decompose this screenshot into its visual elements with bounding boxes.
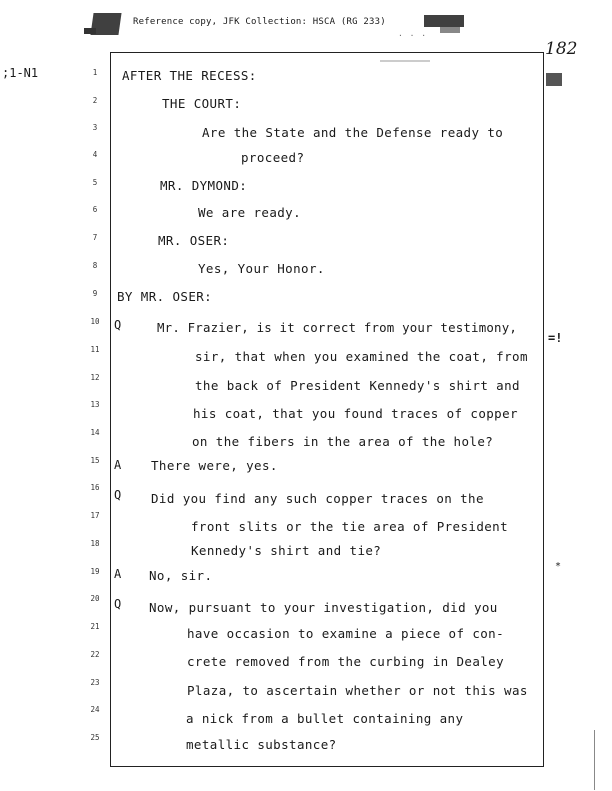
scan-blot — [424, 15, 464, 27]
transcript-line: We are ready. — [198, 205, 302, 220]
line-number: 22 — [90, 650, 100, 659]
line-number: 8 — [92, 261, 98, 270]
line-number: 10 — [90, 317, 100, 326]
transcript-line: There were, yes. — [151, 458, 278, 473]
line-number: 13 — [90, 400, 100, 409]
line-number: 16 — [90, 483, 100, 492]
reference-header: Reference copy, JFK Collection: HSCA (RG 233) — [133, 17, 386, 27]
transcript-line: Did you find any such copper traces on the — [151, 491, 484, 506]
qa-marker: Q — [114, 488, 122, 502]
transcript-line: MR. DYMOND: — [160, 178, 248, 193]
transcript-line: THE COURT: — [162, 96, 242, 111]
line-number: 25 — [90, 733, 100, 742]
scan-edge — [594, 730, 595, 790]
scan-noise — [380, 60, 430, 62]
qa-marker: Q — [114, 597, 122, 611]
scan-blot — [440, 27, 460, 33]
line-number: 24 — [90, 705, 100, 714]
qa-marker: A — [114, 458, 122, 472]
transcript-line: proceed? — [241, 150, 305, 165]
line-number: 11 — [90, 345, 100, 354]
transcript-line: Mr. Frazier, is it correct from your testimony, — [157, 320, 518, 335]
line-number: 9 — [92, 289, 98, 298]
margin-stamp — [546, 73, 562, 86]
qa-marker: A — [114, 567, 122, 581]
transcript-line: on the fibers in the area of the hole? — [192, 434, 494, 449]
transcript-line: BY MR. OSER: — [117, 289, 213, 304]
scan-blot — [84, 28, 96, 34]
transcript-line: Yes, Your Honor. — [198, 261, 325, 276]
transcript-line: Plaza, to ascertain whether or not this was — [187, 683, 528, 698]
line-number: 2 — [92, 96, 98, 105]
transcript-line: AFTER THE RECESS: — [122, 68, 257, 83]
line-number: 15 — [90, 456, 100, 465]
line-number: 21 — [90, 622, 100, 631]
line-number: 19 — [90, 567, 100, 576]
transcript-line: No, sir. — [149, 568, 213, 583]
transcript-line: MR. OSER: — [158, 233, 230, 248]
line-number: 18 — [90, 539, 100, 548]
transcript-line: crete removed from the curbing in Dealey — [187, 654, 505, 669]
line-number: 14 — [90, 428, 100, 437]
line-number: 12 — [90, 373, 100, 382]
margin-asterisk: * — [555, 561, 562, 572]
line-number: 20 — [90, 594, 100, 603]
line-number: 17 — [90, 511, 100, 520]
scan-noise: · · · — [398, 31, 428, 40]
transcript-line: Are the State and the Defense ready to — [202, 125, 504, 140]
transcript-line: have occasion to examine a piece of con- — [187, 626, 505, 641]
margin-mark: =! — [548, 331, 563, 345]
line-number: 1 — [92, 68, 98, 77]
transcript-line: his coat, that you found traces of copper — [193, 406, 518, 421]
transcript-line: sir, that when you examined the coat, from — [195, 349, 528, 364]
transcript-line: a nick from a bullet containing any — [186, 711, 464, 726]
transcript-line: Kennedy's shirt and tie? — [191, 543, 382, 558]
side-label: ;1-N1 — [2, 66, 39, 80]
line-number: 6 — [92, 205, 98, 214]
line-number: 5 — [92, 178, 98, 187]
handwritten-page-note: 182 — [545, 39, 578, 59]
line-number: 4 — [92, 150, 98, 159]
line-number: 23 — [90, 678, 100, 687]
transcript-line: front slits or the tie area of President — [191, 519, 509, 534]
line-number: 7 — [92, 233, 98, 242]
line-number: 3 — [92, 123, 98, 132]
transcript-line: metallic substance? — [186, 737, 337, 752]
qa-marker: Q — [114, 318, 122, 332]
transcript-line: the back of President Kennedy's shirt and — [195, 378, 520, 393]
transcript-line: Now, pursuant to your investigation, did you — [149, 600, 498, 615]
